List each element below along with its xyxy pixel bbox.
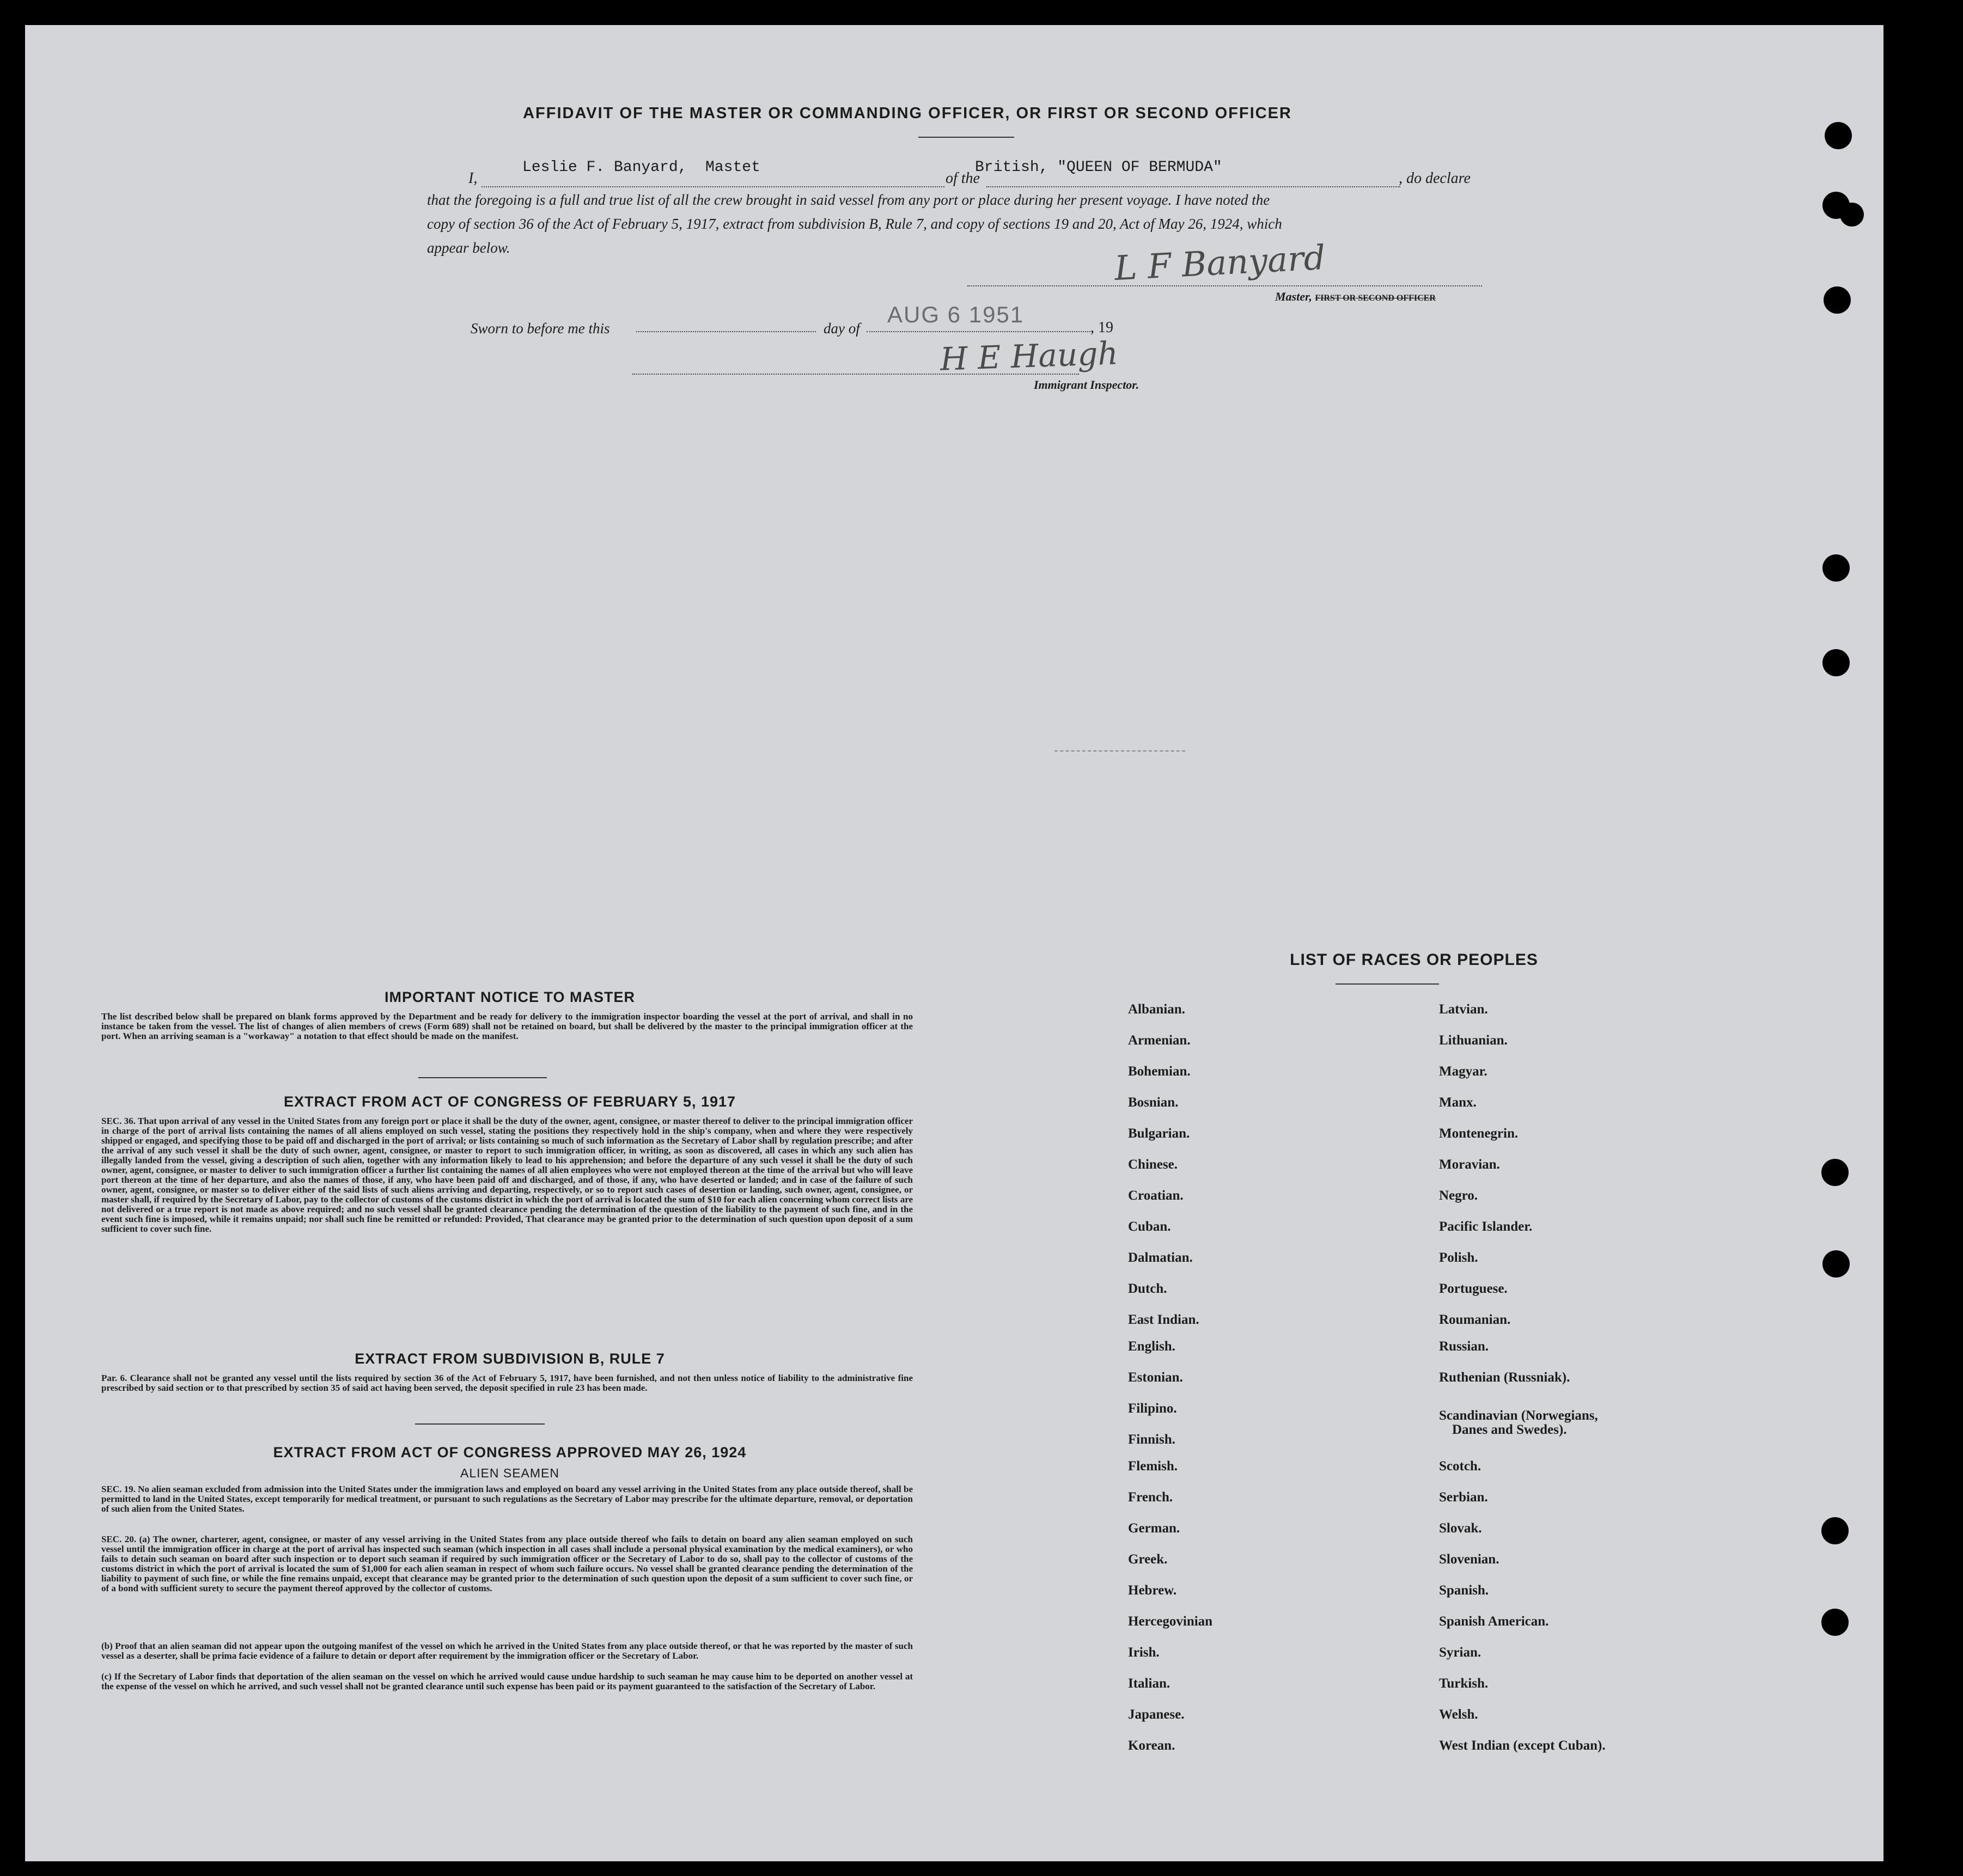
of-the-label: of the	[946, 170, 980, 187]
rule7-title: EXTRACT FROM SUBDIVISION B, RULE 7	[355, 1351, 665, 1367]
race-item: Roumanian.	[1439, 1312, 1511, 1327]
title-divider	[918, 137, 1014, 138]
document-page	[25, 25, 1883, 1861]
race-item: Dutch.	[1128, 1281, 1167, 1296]
race-item: Negro.	[1439, 1188, 1478, 1203]
race-item: Scotch.	[1439, 1459, 1482, 1474]
notice-title: IMPORTANT NOTICE TO MASTER	[385, 989, 635, 1005]
master-caption-label: Master,	[1275, 290, 1312, 303]
extract-1924-sec20b: (b) Proof that an alien seaman did not appear upon the outgoing manifest of the vessel on which he arrived in the United States from any place outside thereof, or that he was reported by the master of such vessel as a deserter, shall be prima facie evidence of a failure to detain or deport after requirement by the immigration officer or the Secretary of Labor.	[101, 1641, 913, 1661]
race-item: Chinese.	[1128, 1157, 1178, 1172]
affidavit-title: AFFIDAVIT OF THE MASTER OR COMMANDING OFFICER, OR FIRST OR SECOND OFFICER	[523, 105, 1292, 122]
race-item: Serbian.	[1439, 1490, 1488, 1505]
race-item: Scandinavian (Norwegians,	[1439, 1408, 1598, 1423]
declarant-line	[481, 186, 944, 187]
race-item: Croatian.	[1128, 1188, 1184, 1203]
punch-hole	[1822, 649, 1850, 676]
extract-1924-sec20c: (c) If the Secretary of Labor finds that deportation of the alien seaman on the vessel on which he arrived would cause undue hardship to such seaman he may cause him to be deported on another vessel at the expense of the vessel on which he arrived, and such vessel shall not be granted clearance until such expense has been paid or its payment guaranteed to the satisfaction of the Secretary of Labor.	[101, 1671, 913, 1691]
extract-1917-title: EXTRACT FROM ACT OF CONGRESS OF FEBRUARY 5, 1917	[283, 1093, 736, 1110]
date-stamp: AUG 6 1951	[887, 302, 1025, 327]
race-item: Montenegrin.	[1439, 1126, 1519, 1141]
inspector-signature: H E Haugh	[939, 334, 1119, 378]
race-item: Ruthenian (Russniak).	[1439, 1370, 1570, 1385]
rule7-text: Par. 6. Clearance shall not be granted any vessel until the lists required by section 36 of the Act of February 5, 1917, have been furnished, and not then unless notice of liability to the administrative fine prescribed by said section or to that prescribed by section 35 of said act having been served, the deposit specified in rule 23 has been made.	[101, 1373, 913, 1393]
races-divider	[1336, 983, 1439, 985]
affidavit-body-line-1: that the foregoing is a full and true list of all the crew brought in said vessel from any port or place during her present voyage. I have noted the	[427, 192, 1270, 208]
vessel-name: British, "QUEEN OF BERMUDA"	[975, 159, 1222, 176]
sworn-date-line	[867, 331, 1093, 332]
race-item: Moravian.	[1439, 1157, 1500, 1172]
race-item: Greek.	[1128, 1552, 1168, 1567]
race-item: Bosnian.	[1128, 1095, 1179, 1110]
race-item: East Indian.	[1128, 1312, 1199, 1327]
master-sign-line	[967, 285, 1482, 286]
sworn-label: Sworn to before me this	[471, 320, 610, 337]
punch-hole	[1821, 1609, 1849, 1636]
affidavit-body-line-2: copy of section 36 of the Act of February 5, 1917, extract from subdivision B, Rule 7, and copy of sections 19 and 20, Act of May 26, 1924, which	[427, 216, 1282, 232]
race-item: Lithuanian.	[1439, 1033, 1508, 1048]
race-item: Cuban.	[1128, 1219, 1171, 1234]
punch-hole	[1821, 1517, 1849, 1544]
race-item: Syrian.	[1439, 1645, 1482, 1660]
race-item: Danes and Swedes).	[1452, 1422, 1567, 1437]
race-item: Slovenian.	[1439, 1552, 1499, 1567]
race-item: Welsh.	[1439, 1707, 1478, 1722]
scan-speck	[1054, 749, 1185, 751]
declarant-name: Leslie F. Banyard, Mastet	[522, 159, 760, 176]
race-item: West Indian (except Cuban).	[1439, 1738, 1606, 1753]
race-item: Dalmatian.	[1128, 1250, 1193, 1265]
race-item: Turkish.	[1439, 1676, 1489, 1691]
punch-hole	[1822, 1250, 1850, 1278]
inspector-caption: Immigrant Inspector.	[1034, 378, 1139, 392]
punch-hole	[1822, 554, 1850, 582]
year-label: , 19	[1090, 319, 1113, 336]
race-item: Estonian.	[1128, 1370, 1183, 1385]
sworn-day-line	[636, 331, 816, 332]
race-item: Spanish American.	[1439, 1614, 1549, 1629]
race-item: Bulgarian.	[1128, 1126, 1190, 1141]
vessel-line	[986, 186, 1400, 187]
race-item: Pacific Islander.	[1439, 1219, 1533, 1234]
race-item: Albanian.	[1128, 1002, 1185, 1017]
notice-divider	[418, 1077, 547, 1078]
race-item: Magyar.	[1439, 1064, 1488, 1079]
day-of-label: day of	[824, 320, 860, 337]
race-item: Russian.	[1439, 1339, 1489, 1354]
master-signature: L F Banyard	[1113, 237, 1327, 289]
race-item: Slovak.	[1439, 1521, 1482, 1536]
master-caption-struck: FIRST OR SECOND OFFICER	[1315, 294, 1436, 303]
extract-1917-text: SEC. 36. That upon arrival of any vessel in the United States from any foreign port or place it shall be the duty of the owner, agent, consignee, or master thereof to deliver to the principal immigration officer in charge of the port of arrival lists containing the names of all aliens employed on such vessel, stating the positions they respectively hold in the ship's company, when and where they were respectively shipped or engaged, and specifying those to be paid off and discharged in the port of arrival; or lists containing so much of such information as the Secretary of Labor shall by regulation prescribe; and after the arrival of any such vessel it shall be the duty of such owner, agent, consignee, or master to report to such immigration officer, in writing, as soon as discovered, all cases in which any such alien has illegally landed from the vessel, giving a description of such alien, together with any information likely to lead to his apprehension; and before the departure of any such vessel it shall be the duty of such owner, agent, consignee, or master to deliver to such immigration officer a further list containing the names of all alien employees who were not employed thereon at the time of the arrival but who will leave port thereon at the time of her departure, and also the names of those, if any, who have been paid off and discharged, and of those, if any, who have deserted or landed; and in case of the failure of such owner, agent, consignee, or master so to deliver either of the said lists of such aliens arriving and departing, respectively, or so to report such cases of desertion or landing, such owner, agent, consignee, or master shall, if required by the Secretary of Labor, pay to the collector of customs of the customs district in which the port of arrival is located the sum of $10 for each alien concerning whom correct lists are not delivered or a true report is not made as above required; and no such vessel shall be granted clearance pending the determination of the question of the liability to the payment of such fine, and in the event such fine is imposed, while it remains unpaid; nor shall such fine be remitted or refunded: Provided, That clearance may be granted prior to the determination of such question upon deposit of a sum sufficient to cover such fine.	[101, 1116, 913, 1234]
do-declare-text: , do declare	[1399, 170, 1471, 187]
inspector-sign-line	[632, 374, 1079, 375]
race-item: Italian.	[1128, 1676, 1171, 1691]
master-caption	[1275, 290, 1436, 304]
races-title: LIST OF RACES OR PEOPLES	[1290, 951, 1538, 969]
race-item: German.	[1128, 1521, 1180, 1536]
extract-1924-sec19: SEC. 19. No alien seaman excluded from admission into the United States under the immigration laws and employed on board any vessel arriving in the United States from any place outside thereof, shall be permitted to land in the United States, except temporarily for medical treatment, or pursuant to such regulations as the Secretary of Labor may prescribe for the ultimate departure, removal, or deportation of such alien from the United States.	[101, 1484, 913, 1514]
notice-text: The list described below shall be prepared on blank forms approved by the Department and be ready for delivery to the immigration inspector boarding the vessel at the port of arrival, and shall in no instance be taken from the vessel. The list of changes of alien members of crews (Form 689) shall not be retained on board, but shall be delivered by the master to the principal immigration officer at the port. When an arriving seaman is a "workaway" a notation to that effect should be made on the manifest.	[101, 1011, 913, 1041]
punch-hole	[1840, 203, 1864, 227]
race-item: Japanese.	[1128, 1707, 1185, 1722]
i-label: I,	[468, 170, 478, 187]
extract-1924-title: EXTRACT FROM ACT OF CONGRESS APPROVED MAY 26, 1924	[273, 1444, 747, 1461]
punch-hole	[1825, 122, 1852, 149]
race-item: Bohemian.	[1128, 1064, 1191, 1079]
race-item: Hebrew.	[1128, 1583, 1177, 1598]
affidavit-body-line-3: appear below.	[427, 240, 510, 256]
race-item: Finnish.	[1128, 1432, 1175, 1447]
race-item: Latvian.	[1439, 1002, 1488, 1017]
race-item: Hercegovinian	[1128, 1614, 1213, 1629]
race-item: English.	[1128, 1339, 1175, 1354]
race-item: French.	[1128, 1490, 1173, 1505]
rule7-divider	[415, 1423, 545, 1425]
race-item: Irish.	[1128, 1645, 1160, 1660]
punch-hole	[1824, 286, 1851, 314]
race-item: Polish.	[1439, 1250, 1478, 1265]
race-item: Flemish.	[1128, 1459, 1178, 1474]
race-item: Spanish.	[1439, 1583, 1489, 1598]
race-item: Armenian.	[1128, 1033, 1191, 1048]
race-item: Filipino.	[1128, 1401, 1177, 1416]
race-item: Portuguese.	[1439, 1281, 1508, 1296]
race-item: Manx.	[1439, 1095, 1477, 1110]
race-item: Korean.	[1128, 1738, 1175, 1753]
extract-1924-subtitle: ALIEN SEAMEN	[460, 1466, 559, 1480]
punch-hole	[1821, 1159, 1849, 1186]
extract-1924-sec20a: SEC. 20. (a) The owner, charterer, agent, consignee, or master of any vessel arriving in the United States from any place outside thereof who fails to detain on board any alien seaman employed on such vessel until the immigration officer in charge at the port of arrival has inspected such seaman (which inspection in all cases shall include a personal physical examination by the medical examiners), or who fails to detain such seaman on board after such inspection or to deport such seaman if required by such immigration officer or the Secretary of Labor to do so, shall pay to the collector of customs of the customs district in which the port of arrival is located the sum of $1,000 for each alien seaman in respect of whom such failure occurs. No vessel shall be granted clearance pending the determination of the liability to payment of such fine, or while the fine remains unpaid, except that clearance may be granted prior to the determination of such question upon the deposit of a sum sufficient to cover such fine, or of a bond with sufficient surety to secure the payment thereof approved by the collector of customs.	[101, 1534, 913, 1593]
